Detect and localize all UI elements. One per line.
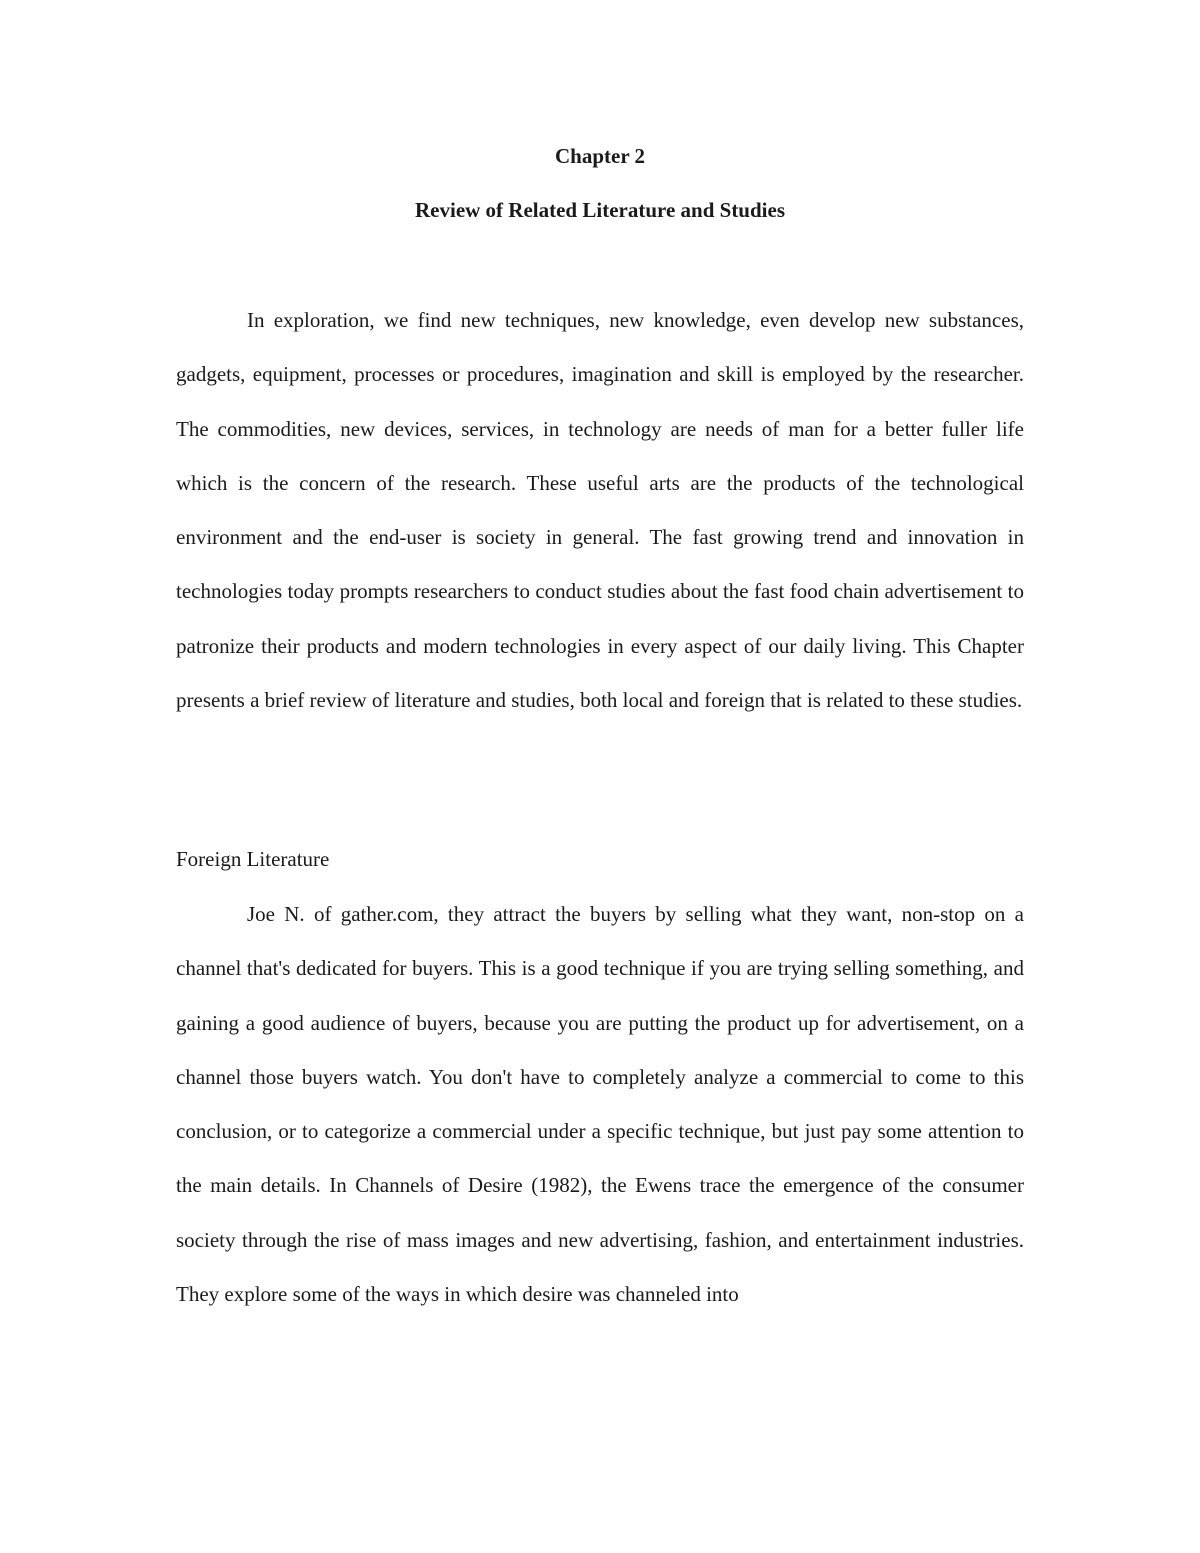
intro-paragraph: In exploration, we find new techniques, new knowledge, even develop new substances, gadgets, equipment, processes or procedures, imagination and skill is employed by the researcher. The commodities, new devices, services, in technology are needs of man for a better fuller life which is the concern of the research. These useful arts are the products of the technological environment and the end-user is society in general. The fast growing trend and innovation in technologies today prompts researchers to conduct studies about the fast food chain advertisement to patronize their products and modern technologies in every aspect of our daily living. This Chapter presents a brief review of literature and studies, both local and foreign that is related to these studies. <box>176 308 1024 713</box>
foreign-literature-paragraph: Joe N. of gather.com, they attract the buyers by selling what they want, non-stop on a channel that's dedicated for buyers. This is a good technique if you are trying selling something, and gaining a good audience of buyers, because you are putting the product up for advertisement, on a channel those buyers watch. You don't have to completely analyze a commercial to come to this conclusion, or to categorize a commercial under a specific technique, but just pay some attention to the main details. In Channels of Desire (1982), the Ewens trace the emergence of the consumer society through the rise of mass images and new advertising, fashion, and entertainment industries. They explore some of the ways in which desire was channeled into <box>176 902 1024 1307</box>
chapter-title: Chapter 2 <box>554 144 646 168</box>
chapter-subtitle: Review of Related Literature and Studies <box>415 198 785 222</box>
section-heading-foreign-literature: Foreign Literature <box>176 847 330 871</box>
